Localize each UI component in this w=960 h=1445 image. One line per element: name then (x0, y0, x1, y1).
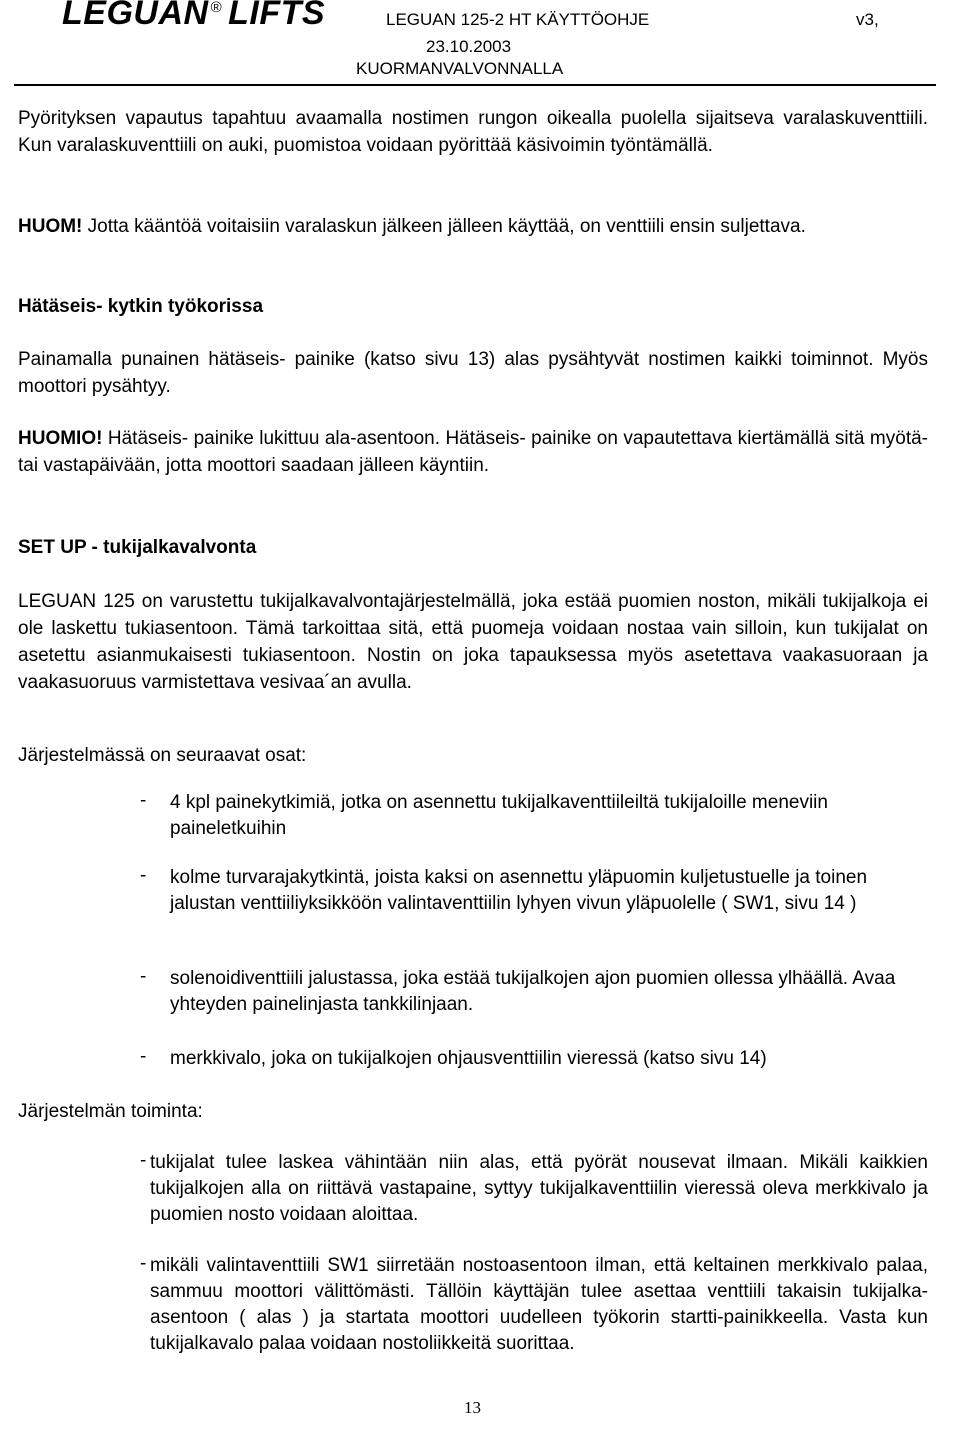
document-version: v3, (856, 10, 879, 29)
paragraph-system-parts: Järjestelmässä on seuraavat osat: (18, 745, 307, 766)
paragraph-huomio-note: HUOMIO! Hätäseis- painike lukittuu ala-asentoon. Hätäseis- painike on vapautettava kiertämällä sitä myötä- tai vastapäivään, jotta moottori saadaan jälleen käyntiin. (18, 428, 928, 476)
paragraph-system-operation: Järjestelmän toiminta: (18, 1101, 203, 1122)
document-title: LEGUAN 125-2 HT KÄYTTÖOHJE (386, 10, 650, 29)
header-divider (14, 84, 936, 86)
paragraph-rotation-release: Pyörityksen vapautus tapahtuu avaamalla nostimen rungon oikealla puolella sijaitseva varalaskuventtiili. Kun varalaskuventtiili on auki, puomistoa voidaan pyörittää käsivoimin työntämällä. (18, 108, 928, 156)
heading-emergency-stop: Hätäseis- kytkin työkorissa (18, 296, 264, 317)
brand-logo: LEGUAN ® LIFTS (62, 0, 326, 32)
paragraph-huom-note: HUOM! Jotta kääntöä voitaisiin varalaskun jälkeen jälleen käyttää, on venttiili ensin suljettava. (18, 216, 806, 237)
note-label: HUOM! (18, 216, 83, 237)
paragraph-emergency-stop: Painamalla punainen hätäseis- painike (katso sivu 13) alas pysähtyvät nostimen kaikki toiminnot. Myös moottori pysähtyy. (18, 349, 928, 397)
note-label: HUOMIO! (18, 428, 103, 449)
page-number: 13 (464, 1398, 481, 1417)
page-header (0, 0, 960, 86)
paragraph-outrigger-system: LEGUAN 125 on varustettu tukijalkavalvontajärjestelmällä, joka estää puomien noston, mikäli tukijalkoja ei ole laskettu tukiasentoon. Tämä tarkoittaa sitä, että puomeja voidaan nostaa vain silloin, kun tukijalat on asetettu asianmukaisesti tukiasentoon. Nostin on joka tapauksessa myös asetettava vaakasuoraan ja vaakasuoruus varmistettava vesivaa´an avulla. (18, 591, 928, 693)
document-date: 23.10.2003 (426, 37, 512, 56)
heading-setup-outrigger: SET UP - tukijalkavalvonta (18, 537, 257, 558)
document-section: KUORMANVALVONNALLA (356, 59, 564, 78)
